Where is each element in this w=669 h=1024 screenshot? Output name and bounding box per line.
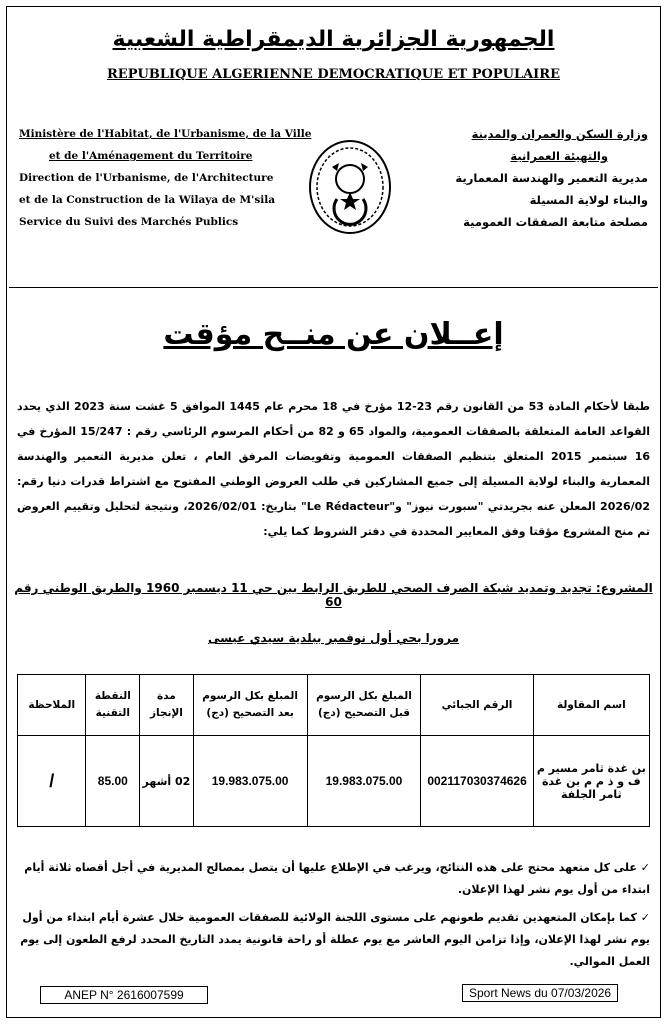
note-2 xyxy=(17,907,650,973)
header-tax-id: الرقم الجبائي xyxy=(421,675,533,736)
note-1-text: على كل متعهد محتج على هذه النتائج، ويرغب في الإطلاع عليها أن يتصل بمصالح المديرية في أجل أقصاه ثلاثة أيام ابتداء من أول يوم نشر لهذا الإعلان. xyxy=(24,861,650,896)
cell-tax-id: 002117030374626 xyxy=(421,736,533,827)
header-amount-after: المبلغ بكل الرسوم بعد التصحيح (دج) xyxy=(193,675,307,736)
publication-reference: Sport News du 07/03/2026 xyxy=(462,984,618,1002)
announcement-title: إعــلان عن منــح مؤقت xyxy=(163,317,504,352)
header-note: الملاحظة xyxy=(18,675,86,736)
direction-line-2: et de la Construction de la Wilaya de M'sila xyxy=(19,194,276,206)
ministry-line-1: Ministère de l'Habitat, de l'Urbanisme, de la Ville xyxy=(19,128,312,140)
cell-amount-after: 19.983.075.00 xyxy=(193,736,307,827)
french-republic-header: REPUBLIQUE ALGERIENNE DEMOCRATIQUE ET POPULAIRE xyxy=(107,67,560,82)
announcement-page xyxy=(6,6,661,1018)
project-subtitle: مرورا بحي أول نوفمبر ببلدية سيدي عيسى xyxy=(207,631,460,645)
note-2-text: كما بإمكان المتعهدين تقديم طعونهم على مستوى اللجنة الولائية للصفقات العمومية خلال عشرة أيام ابتداء من أول يوم نشر لهذا الإعلان، وإذا تزامن اليوم العاشر مع يوم عطلة أو راحة قانونية يمدد التاريخ المحدد لرفع الطعون إلى يوم العمل الموالي. xyxy=(20,911,650,968)
service-line: Service du Suivi des Marchés Publics xyxy=(19,216,239,228)
service-ar-line: مصلحة متابعة الصفقات العمومية xyxy=(463,215,648,229)
award-table xyxy=(17,674,650,827)
note-1 xyxy=(17,857,650,901)
direction-ar-line-2: والبناء لولاية المسيلة xyxy=(529,193,648,207)
table-header-row xyxy=(18,675,650,736)
cell-duration: 02 أشهر xyxy=(140,736,193,827)
direction-line-1: Direction de l'Urbanisme, de l'Architecture xyxy=(19,172,274,184)
cell-note: / xyxy=(18,736,86,827)
table-row xyxy=(18,736,650,827)
direction-ar-line-1: مديرية التعمير والهندسة المعمارية xyxy=(455,171,648,185)
checkmark-icon: ✓ xyxy=(640,911,650,924)
header-technical-score: النقطة التقنية xyxy=(86,675,140,736)
arabic-republic-header: الجمهورية الجزائرية الديمقراطية الشعبية xyxy=(112,27,555,52)
french-administration-block xyxy=(19,123,312,233)
anep-reference: ANEP N° 2616007599 xyxy=(40,986,208,1004)
cell-amount-before: 19.983.075.00 xyxy=(307,736,421,827)
algeria-emblem-seal xyxy=(307,137,393,237)
ministry-ar-line-2: والتهيئة العمرانية xyxy=(510,149,608,163)
header-duration: مدة الإنجاز xyxy=(140,675,193,736)
arabic-administration-block xyxy=(438,123,648,233)
cell-company: بن غدة ثامر مسير م ف و ذ م م بن غدة ثامر الجلفة xyxy=(533,736,649,827)
checkmark-icon: ✓ xyxy=(640,861,650,874)
notes-section xyxy=(17,857,650,979)
cell-technical-score: 85.00 xyxy=(86,736,140,827)
header-separator xyxy=(9,287,658,288)
header-amount-before: المبلغ بكل الرسوم قبل التصحيح (دج) xyxy=(307,675,421,736)
ministry-ar-line-1: وزارة السكن والعمران والمدينة xyxy=(471,127,648,141)
header-company: اسم المقاولة xyxy=(533,675,649,736)
ministry-line-2: et de l'Aménagement du Territoire xyxy=(49,150,253,162)
project-title: المشروع: تجديد وتمديد شبكة الصرف الصحي للطريق الرابط بين حي 11 ديسمبر 1960 والطريق الوطني رقم 60 xyxy=(14,581,653,609)
legal-paragraph: طبقا لأحكام المادة 53 من القانون رقم 23-12 مؤرخ في 18 محرم عام 1445 الموافق 5 غشت سنة 2023 الذي يحدد القواعد العامة المتعلقة بالصفقات العمومية، والمواد 65 و 82 من أحكام المرسوم الرئاسي رقم : 15/247 المؤرخ في 16 سبتمبر 2015 المتعلق بتنظيم الصفقات العمومية وتفويضات المرفق العام ، تعلن مديرية التعمير والهندسة المعمارية والبناء لولاية المسيلة إلى جميع المشاركين في طلب العروض الوطني المفتوح مع اشتراط قدرات دنيا رقم: 2026/02 المعلن عنه بجريدتي "سبورت نيوز" و"Le Rédacteur" بتاريخ: 2026/02/01، ونتيجة لتحليل وتقييم العروض تم منح المشروع مؤقتا وفق المعايير المحددة في دفتر الشروط كما يلي: xyxy=(17,400,650,538)
